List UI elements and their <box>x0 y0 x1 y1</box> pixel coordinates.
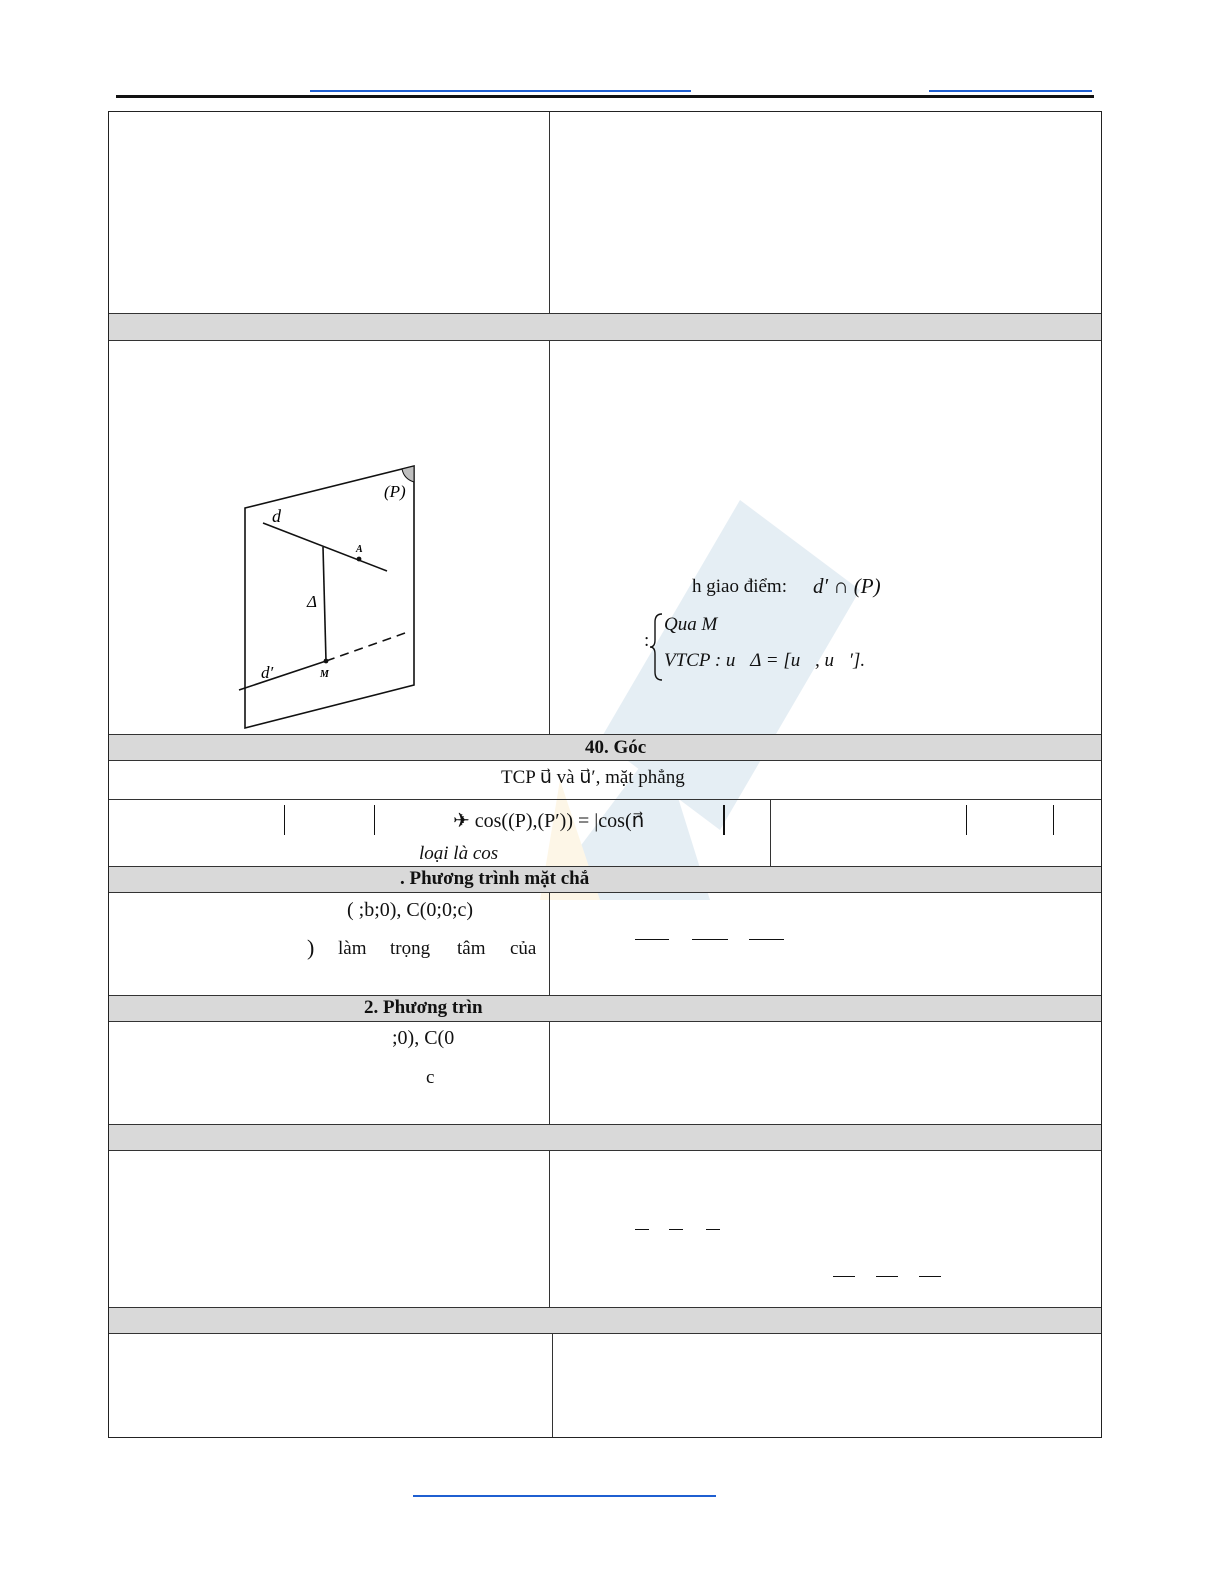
col-divider <box>549 1151 550 1307</box>
header-link-left[interactable] <box>310 90 691 92</box>
plane-word-1: làm <box>338 938 367 959</box>
angle-note: loại là cos <box>419 843 499 864</box>
fraction-bar <box>669 1229 683 1230</box>
col-divider <box>770 799 771 866</box>
abs-bar <box>1053 805 1054 835</box>
plane-word-4: của <box>510 938 537 959</box>
formula-table <box>108 111 1102 1438</box>
line-d <box>263 523 387 571</box>
label-dprime: d′ <box>261 663 274 682</box>
goc-subtitle: TCP u⃗ và u⃗′, mặt phẳng <box>501 767 685 788</box>
section-band <box>109 1307 1101 1334</box>
point-m <box>324 659 329 664</box>
section-band <box>109 313 1101 341</box>
fraction-bar <box>919 1276 941 1277</box>
fraction-bar <box>876 1276 898 1277</box>
abs-bar <box>374 805 375 835</box>
point-a <box>357 557 362 562</box>
label-d: d <box>272 506 281 526</box>
plane-word-3: tâm <box>457 938 486 959</box>
fraction-bar <box>706 1229 720 1230</box>
section2-letter: c <box>426 1067 435 1088</box>
system-colon: : <box>644 630 650 651</box>
section-title-goc: 40. Góc <box>585 737 647 758</box>
label-m: M <box>320 669 329 680</box>
col-divider <box>549 112 550 313</box>
plane-word-2: trọng <box>390 938 431 959</box>
col-divider <box>549 341 550 734</box>
system-brace <box>650 612 664 682</box>
header-rule <box>116 95 1094 98</box>
plane-corner-shade <box>402 466 414 482</box>
col-divider <box>549 1022 550 1124</box>
intersection-expr: d′ ∩ (P) <box>813 574 881 598</box>
row-divider <box>109 799 1101 800</box>
section-band-2 <box>109 995 1101 1022</box>
col-divider <box>552 1334 553 1437</box>
section-band-plane <box>109 866 1101 893</box>
label-a: A <box>356 544 363 555</box>
intersection-text: h giao điểm: <box>692 576 787 597</box>
plane-coords: ( ;b;0), C(0;0;c) <box>347 899 474 921</box>
system-line-vtcp: VTCP : u⃗Δ = [u⃗, u⃗′]. <box>664 650 866 671</box>
label-plane-p: (P) <box>384 482 406 501</box>
angle-formula: ✈ cos((P),(P′)) = |cos(n⃗ <box>453 810 645 832</box>
label-delta: Δ <box>307 592 317 611</box>
fraction-bar <box>749 939 784 940</box>
system-line-qua-m: Qua M <box>664 614 718 635</box>
section-title-2: 2. Phương trìn <box>364 997 483 1018</box>
abs-bar <box>966 805 967 835</box>
line-delta <box>323 547 326 661</box>
fraction-bar <box>635 939 669 940</box>
plane-paren: ) <box>307 935 315 960</box>
fraction-bar <box>635 1229 649 1230</box>
fraction-bar <box>833 1276 855 1277</box>
header-link-right[interactable] <box>929 90 1092 92</box>
section-title-plane: . Phương trình mặt chắ <box>400 868 590 889</box>
section2-coords: ;0), C(0 <box>392 1027 455 1049</box>
plane-p-shape <box>245 466 414 728</box>
line-dprime-dashed <box>326 633 405 661</box>
abs-bar <box>284 805 285 835</box>
plane-figure <box>234 462 434 737</box>
fraction-bar <box>692 939 728 940</box>
abs-bar <box>723 805 725 835</box>
line-dprime <box>239 661 326 690</box>
footer-link[interactable] <box>413 1495 716 1497</box>
col-divider <box>549 893 550 995</box>
section-band <box>109 1124 1101 1151</box>
